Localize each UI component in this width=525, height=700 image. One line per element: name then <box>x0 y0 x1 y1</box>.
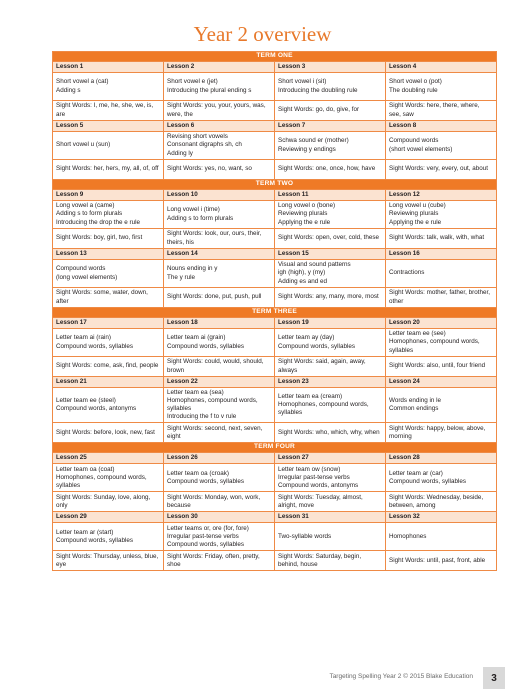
lesson-sight-words: Sight Words: who, which, why, when <box>275 423 386 443</box>
lesson-title: Lesson 30 <box>164 512 275 523</box>
lesson-sight-words: Sight Words: Monday, won, work, because <box>164 492 275 512</box>
lesson-summary: Nouns ending in y The y rule <box>164 260 275 288</box>
lesson-title: Lesson 24 <box>386 377 497 388</box>
lesson-sight-words: Sight Words: until, past, front, able <box>386 551 497 571</box>
lesson-summary: Schwa sound er (mother) Reviewing y endings <box>275 132 386 160</box>
lesson-sight-words: Sight Words: done, put, push, pull <box>164 288 275 308</box>
lesson-sight-words: Sight Words: Wednesday, beside, between, among <box>386 492 497 512</box>
lesson-title: Lesson 15 <box>275 249 386 260</box>
lesson-sight-words: Sight Words: open, over, cold, these <box>275 229 386 249</box>
lesson-summary: Two-syllable words <box>275 523 386 551</box>
lesson-sight-words: Sight Words: some, water, down, after <box>53 288 164 308</box>
lesson-summary: Letter teams or, ore (for, fore) Irregular past-tense verbs Compound words, syllables <box>164 523 275 551</box>
lesson-title: Lesson 31 <box>275 512 386 523</box>
lesson-summary: Letter team oa (coat) Homophones, compound words, syllables <box>53 464 164 492</box>
lesson-sight-words: Sight Words: Sunday, love, along, only <box>53 492 164 512</box>
lesson-summary: Letter team ai (grain) Compound words, syllables <box>164 329 275 357</box>
lesson-title: Lesson 16 <box>386 249 497 260</box>
lesson-sight-words: Sight Words: second, next, seven, eight <box>164 423 275 443</box>
lesson-sight-words: Sight Words: mother, father, brother, other <box>386 288 497 308</box>
lesson-summary: Letter team oa (croak) Compound words, syllables <box>164 464 275 492</box>
lesson-title: Lesson 17 <box>53 318 164 329</box>
lesson-summary: Letter team ar (car) Compound words, syllables <box>386 464 497 492</box>
lesson-sight-words: Sight Words: Saturday, begin, behind, house <box>275 551 386 571</box>
lesson-sight-words: Sight Words: boy, girl, two, first <box>53 229 164 249</box>
lesson-title: Lesson 29 <box>53 512 164 523</box>
lesson-sight-words: Sight Words: very, every, out, about <box>386 160 497 180</box>
lesson-summary: Letter team ar (start) Compound words, syllables <box>53 523 164 551</box>
page-title: Year 2 overview <box>193 22 332 46</box>
lesson-sight-words: Sight Words: I, me, he, she, we, is, are <box>53 101 164 121</box>
lesson-sight-words: Sight Words: also, until, four friend <box>386 357 497 377</box>
lesson-summary: Long vowel i (time) Adding s to form plurals <box>164 201 275 229</box>
term-header: TERM THREE <box>53 308 497 318</box>
lesson-title: Lesson 6 <box>164 121 275 132</box>
footer-copyright: Targeting Spelling Year 2 © 2015 Blake Education <box>329 673 473 680</box>
lesson-summary: Short vowel o (pot) The doubling rule <box>386 73 497 101</box>
lesson-summary: Letter team ay (day) Compound words, syllables <box>275 329 386 357</box>
lesson-summary: Short vowel e (jet) Introducing the plural ending s <box>164 73 275 101</box>
term-header: TERM FOUR <box>53 443 497 453</box>
page-footer <box>0 670 525 686</box>
term-header: TERM ONE <box>53 52 497 62</box>
lesson-sight-words: Sight Words: any, many, more, most <box>275 288 386 308</box>
lesson-title: Lesson 14 <box>164 249 275 260</box>
lesson-title: Lesson 5 <box>53 121 164 132</box>
lesson-title: Lesson 13 <box>53 249 164 260</box>
lesson-title: Lesson 28 <box>386 453 497 464</box>
term-header: TERM TWO <box>53 180 497 190</box>
lesson-title: Lesson 2 <box>164 62 275 73</box>
lesson-sight-words: Sight Words: look, our, ours, their, theirs, his <box>164 229 275 249</box>
lesson-summary: Short vowel u (sun) <box>53 132 164 160</box>
lesson-title: Lesson 10 <box>164 190 275 201</box>
lesson-sight-words: Sight Words: her, hers, my, all, of, off <box>53 160 164 180</box>
lesson-title: Lesson 9 <box>53 190 164 201</box>
lesson-summary: Letter team ai (rain) Compound words, syllables <box>53 329 164 357</box>
lesson-summary: Long vowel o (bone) Reviewing plurals Applying the e rule <box>275 201 386 229</box>
lesson-title: Lesson 12 <box>386 190 497 201</box>
lesson-sight-words: Sight Words: yes, no, want, so <box>164 160 275 180</box>
lesson-sight-words: Sight Words: happy, below, above, morning <box>386 423 497 443</box>
lesson-title: Lesson 22 <box>164 377 275 388</box>
lesson-summary: Short vowel i (sit) Introducing the doubling rule <box>275 73 386 101</box>
lesson-sight-words: Sight Words: before, look, new, fast <box>53 423 164 443</box>
lesson-summary: Letter team ow (snow) Irregular past-tense verbs Compound words, antonyms <box>275 464 386 492</box>
lesson-summary: Contractions <box>386 260 497 288</box>
lesson-sight-words: Sight Words: Friday, often, pretty, shoe <box>164 551 275 571</box>
lesson-title: Lesson 32 <box>386 512 497 523</box>
lesson-summary: Long vowel u (cube) Reviewing plurals Applying the e rule <box>386 201 497 229</box>
lesson-summary: Compound words (short vowel elements) <box>386 132 497 160</box>
lesson-title: Lesson 18 <box>164 318 275 329</box>
lesson-title: Lesson 8 <box>386 121 497 132</box>
lesson-summary: Letter team ea (cream) Homophones, compound words, syllables <box>275 388 386 423</box>
lesson-sight-words: Sight Words: talk, walk, with, what <box>386 229 497 249</box>
lesson-sight-words: Sight Words: you, your, yours, was, were, the <box>164 101 275 121</box>
lesson-summary: Revising short vowels Consonant digraphs sh, ch Adding ly <box>164 132 275 160</box>
lesson-summary: Letter team ee (see) Homophones, compound words, syllables <box>386 329 497 357</box>
lesson-title: Lesson 21 <box>53 377 164 388</box>
lesson-sight-words: Sight Words: Thursday, unless, blue, eye <box>53 551 164 571</box>
lesson-title: Lesson 1 <box>53 62 164 73</box>
lesson-sight-words: Sight Words: one, once, how, have <box>275 160 386 180</box>
lesson-title: Lesson 3 <box>275 62 386 73</box>
lesson-summary: Letter team ea (sea) Homophones, compound words, syllables Introducing the f to v rule <box>164 388 275 423</box>
lesson-summary: Homophones <box>386 523 497 551</box>
lesson-sight-words: Sight Words: Tuesday, almost, alright, move <box>275 492 386 512</box>
lesson-summary: Long vowel a (came) Adding s to form plurals Introducing the drop the e rule <box>53 201 164 229</box>
lesson-title: Lesson 19 <box>275 318 386 329</box>
lesson-title: Lesson 4 <box>386 62 497 73</box>
lesson-sight-words: Sight Words: said, again, away, always <box>275 357 386 377</box>
year-overview-table <box>52 51 497 571</box>
lesson-summary: Letter team ee (steel) Compound words, antonyms <box>53 388 164 423</box>
lesson-title: Lesson 11 <box>275 190 386 201</box>
lesson-title: Lesson 27 <box>275 453 386 464</box>
lesson-title: Lesson 20 <box>386 318 497 329</box>
lesson-title: Lesson 7 <box>275 121 386 132</box>
lesson-summary: Short vowel a (cat) Adding s <box>53 73 164 101</box>
page-number: 3 <box>483 667 505 689</box>
lesson-title: Lesson 26 <box>164 453 275 464</box>
lesson-summary: Visual and sound patterns igh (high), y (my) Adding es and ed <box>275 260 386 288</box>
lesson-sight-words: Sight Words: go, do, give, for <box>275 101 386 121</box>
lesson-title: Lesson 23 <box>275 377 386 388</box>
lesson-sight-words: Sight Words: could, would, should, brown <box>164 357 275 377</box>
lesson-summary: Compound words (long vowel elements) <box>53 260 164 288</box>
lesson-sight-words: Sight Words: here, there, where, see, saw <box>386 101 497 121</box>
lesson-title: Lesson 25 <box>53 453 164 464</box>
lesson-sight-words: Sight Words: come, ask, find, people <box>53 357 164 377</box>
lesson-summary: Words ending in le Common endings <box>386 388 497 423</box>
